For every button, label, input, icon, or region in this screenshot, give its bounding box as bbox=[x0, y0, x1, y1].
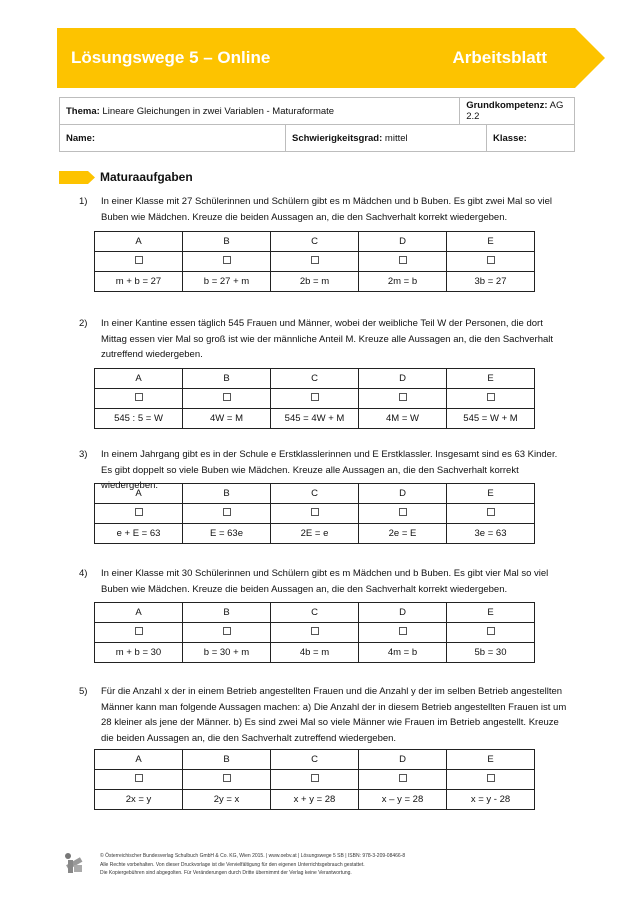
checkbox-icon[interactable] bbox=[135, 627, 143, 635]
option-statement: 545 = 4W + M bbox=[271, 409, 359, 429]
kompetenz-label: Grundkompetenz: bbox=[466, 100, 548, 111]
footer-text bbox=[100, 852, 540, 878]
option-statement: 545 = W + M bbox=[447, 409, 535, 429]
checkbox-cell[interactable] bbox=[271, 504, 359, 524]
option-letter: B bbox=[183, 369, 271, 389]
option-statement: 2e = E bbox=[359, 524, 447, 544]
checkbox-icon[interactable] bbox=[487, 774, 495, 782]
publisher-logo-icon bbox=[62, 852, 86, 874]
kompetenz-value: AG 2.2 bbox=[466, 100, 564, 122]
checkbox-icon[interactable] bbox=[399, 393, 407, 401]
checkbox-icon[interactable] bbox=[487, 508, 495, 516]
option-letter: B bbox=[183, 484, 271, 504]
option-letter: D bbox=[359, 750, 447, 770]
task-text: In einer Klasse mit 27 Schülerinnen und Schülern gibt es m Mädchen und b Buben. Es gibt zwei Mal so viel Buben wie Mädchen. Kreuze die beiden Aussagen an, die den Sachverhalt korrekt wiedergeben. bbox=[101, 196, 552, 223]
checkbox-cell[interactable] bbox=[95, 389, 183, 409]
checkbox-cell[interactable] bbox=[95, 623, 183, 643]
checkbox-cell[interactable] bbox=[359, 252, 447, 272]
checkbox-cell[interactable] bbox=[271, 770, 359, 790]
checkbox-icon[interactable] bbox=[399, 508, 407, 516]
option-letter: E bbox=[447, 369, 535, 389]
task-text: Für die Anzahl x der in einem Betrieb angestellten Frauen und die Anzahl y der im selben Betrieb angestellten Männer kann man folgende Aussagen machen: a) Die Anzahl der in diesem Betrieb angestellten Frauen ist um 28 kleiner als jene der Männer. b) Es sind zwei Mal so viele Männer wie Frauen im Betrieb angestellt. Kreuze die beiden Aussagen an, die den Sachverhalt zutreffend wiedergeben. bbox=[101, 686, 567, 744]
answer-table-3 bbox=[94, 483, 535, 544]
option-letter: B bbox=[183, 750, 271, 770]
option-letter: C bbox=[271, 484, 359, 504]
thema-value: Lineare Gleichungen in zwei Variablen - Maturaformate bbox=[99, 105, 335, 117]
section-tab-shape bbox=[59, 171, 95, 184]
checkbox-cell[interactable] bbox=[359, 389, 447, 409]
option-statement: e + E = 63 bbox=[95, 524, 183, 544]
checkbox-icon[interactable] bbox=[135, 393, 143, 401]
option-statement: x + y = 28 bbox=[271, 790, 359, 810]
checkbox-icon[interactable] bbox=[487, 393, 495, 401]
option-statement: 2b = m bbox=[271, 272, 359, 292]
option-statement: b = 30 + m bbox=[183, 643, 271, 663]
name-cell[interactable] bbox=[60, 125, 286, 152]
checkbox-cell[interactable] bbox=[183, 252, 271, 272]
option-statement: m + b = 27 bbox=[95, 272, 183, 292]
option-statement: x = y - 28 bbox=[447, 790, 535, 810]
checkbox-icon[interactable] bbox=[135, 256, 143, 264]
task-1 bbox=[79, 194, 569, 225]
checkbox-cell[interactable] bbox=[95, 252, 183, 272]
option-letter: B bbox=[183, 603, 271, 623]
footer-line-3: Die Kopiergebühren sind abgegolten. Für Veränderungen durch Dritte übernimmt der Verlag keine Verantwortung. bbox=[100, 870, 352, 876]
checkbox-cell[interactable] bbox=[183, 770, 271, 790]
checkbox-icon[interactable] bbox=[487, 256, 495, 264]
checkbox-icon[interactable] bbox=[311, 508, 319, 516]
thema-label: Thema: bbox=[66, 105, 100, 117]
name-label: Name: bbox=[66, 132, 96, 144]
option-letter: C bbox=[271, 369, 359, 389]
checkbox-cell[interactable] bbox=[447, 252, 535, 272]
checkbox-icon[interactable] bbox=[487, 627, 495, 635]
checkbox-cell[interactable] bbox=[271, 252, 359, 272]
checkbox-icon[interactable] bbox=[311, 774, 319, 782]
option-letter: A bbox=[95, 750, 183, 770]
task-number: 3) bbox=[79, 449, 88, 460]
option-statement: 4b = m bbox=[271, 643, 359, 663]
kompetenz-cell bbox=[460, 98, 575, 125]
checkbox-cell[interactable] bbox=[447, 623, 535, 643]
checkbox-icon[interactable] bbox=[223, 393, 231, 401]
header-banner bbox=[57, 28, 597, 88]
checkbox-icon[interactable] bbox=[311, 256, 319, 264]
footer-line-2: Alle Rechte vorbehalten. Von dieser Druckvorlage ist die Vervielfältigung für den eigenen Unterrichtsgebrauch gestattet. bbox=[100, 861, 365, 868]
checkbox-icon[interactable] bbox=[223, 627, 231, 635]
answer-table-1 bbox=[94, 231, 535, 292]
answer-table-2 bbox=[94, 368, 535, 429]
option-letter: E bbox=[447, 484, 535, 504]
option-statement: 4m = b bbox=[359, 643, 447, 663]
checkbox-cell[interactable] bbox=[183, 389, 271, 409]
option-statement: 2x = y bbox=[95, 790, 183, 810]
option-statement: 2y = x bbox=[183, 790, 271, 810]
checkbox-icon[interactable] bbox=[311, 627, 319, 635]
checkbox-icon[interactable] bbox=[223, 256, 231, 264]
option-letter: D bbox=[359, 484, 447, 504]
option-statement: m + b = 30 bbox=[95, 643, 183, 663]
option-statement: 2E = e bbox=[271, 524, 359, 544]
checkbox-icon[interactable] bbox=[399, 256, 407, 264]
info-table bbox=[59, 97, 575, 152]
checkbox-cell[interactable] bbox=[95, 770, 183, 790]
option-letter: E bbox=[447, 603, 535, 623]
publisher-logo bbox=[62, 852, 86, 879]
task-number: 5) bbox=[79, 686, 88, 697]
checkbox-icon[interactable] bbox=[135, 508, 143, 516]
option-statement: E = 63e bbox=[183, 524, 271, 544]
footer-line-1: © Österreichischer Bundesverlag Schulbuch GmbH & Co. KG, Wien 2015. | www.oebv.at | Lösungswege 5 SB | ISBN: 978-3-209-08466-8 bbox=[100, 853, 406, 859]
option-letter: D bbox=[359, 232, 447, 252]
option-letter: B bbox=[183, 232, 271, 252]
klasse-label: Klasse: bbox=[493, 132, 527, 144]
checkbox-icon[interactable] bbox=[311, 393, 319, 401]
schwierigkeit-cell bbox=[286, 125, 487, 152]
checkbox-cell[interactable] bbox=[359, 770, 447, 790]
checkbox-icon[interactable] bbox=[399, 774, 407, 782]
task-5 bbox=[79, 684, 569, 746]
option-statement: 4M = W bbox=[359, 409, 447, 429]
header-title: Lösungswege 5 – Online bbox=[71, 48, 271, 67]
option-letter: C bbox=[271, 603, 359, 623]
task-text: In einem Jahrgang gibt es in der Schule e Erstklasslerinnen und E Erstklassler. Insgesamt sind es 63 Kinder. Es gibt doppelt so viele Buben wie Mädchen. Kreuze alle Aussagen an, die den Sachverhalt korrekt wiedergeben. bbox=[101, 449, 558, 491]
task-text: In einer Kantine essen täglich 545 Frauen und Männer, wobei der weibliche Teil W der Personen, die dort Mittag essen vier Mal so groß ist wie der männliche Anteil M. Kreuze alle Aussagen an, die den Sachverhalt zutreffend wiedergeben. bbox=[101, 318, 554, 360]
checkbox-icon[interactable] bbox=[223, 774, 231, 782]
option-statement: 5b = 30 bbox=[447, 643, 535, 663]
option-statement: 2m = b bbox=[359, 272, 447, 292]
checkbox-cell[interactable] bbox=[359, 623, 447, 643]
checkbox-cell[interactable] bbox=[447, 389, 535, 409]
task-2 bbox=[79, 316, 569, 363]
option-letter: E bbox=[447, 750, 535, 770]
task-number: 1) bbox=[79, 196, 88, 207]
checkbox-cell[interactable] bbox=[359, 504, 447, 524]
header-type: Arbeitsblatt bbox=[452, 48, 547, 67]
option-letter: A bbox=[95, 484, 183, 504]
checkbox-cell[interactable] bbox=[271, 623, 359, 643]
section-title: Maturaaufgaben bbox=[100, 170, 193, 184]
checkbox-icon[interactable] bbox=[223, 508, 231, 516]
checkbox-icon[interactable] bbox=[399, 627, 407, 635]
option-statement: b = 27 + m bbox=[183, 272, 271, 292]
option-statement: 3e = 63 bbox=[447, 524, 535, 544]
option-statement: 545 : 5 = W bbox=[95, 409, 183, 429]
option-letter: E bbox=[447, 232, 535, 252]
option-letter: C bbox=[271, 232, 359, 252]
checkbox-icon[interactable] bbox=[135, 774, 143, 782]
option-letter: D bbox=[359, 603, 447, 623]
schwierigkeit-label: Schwierigkeitsgrad: bbox=[292, 132, 383, 144]
task-text: In einer Klasse mit 30 Schülerinnen und Schülern gibt es m Mädchen und b Buben. Es gibt vier Mal so viel Buben wie Mädchen. Kreuze die beiden Aussagen an, die den Sachverhalt korrekt wiedergeben. bbox=[101, 568, 549, 595]
schwierigkeit-value: mittel bbox=[382, 132, 408, 144]
task-number: 2) bbox=[79, 318, 88, 329]
option-letter: A bbox=[95, 369, 183, 389]
option-statement: 3b = 27 bbox=[447, 272, 535, 292]
checkbox-cell[interactable] bbox=[447, 770, 535, 790]
option-letter: A bbox=[95, 232, 183, 252]
checkbox-cell[interactable] bbox=[183, 504, 271, 524]
option-letter: A bbox=[95, 603, 183, 623]
checkbox-cell[interactable] bbox=[447, 504, 535, 524]
task-number: 4) bbox=[79, 568, 88, 579]
answer-table-5 bbox=[94, 749, 535, 810]
checkbox-cell[interactable] bbox=[271, 389, 359, 409]
option-statement: x – y = 28 bbox=[359, 790, 447, 810]
answer-table-4 bbox=[94, 602, 535, 663]
task-4 bbox=[79, 566, 569, 597]
option-statement: 4W = M bbox=[183, 409, 271, 429]
option-letter: C bbox=[271, 750, 359, 770]
option-letter: D bbox=[359, 369, 447, 389]
thema-cell bbox=[60, 98, 460, 125]
klasse-cell[interactable] bbox=[487, 125, 575, 152]
checkbox-cell[interactable] bbox=[95, 504, 183, 524]
checkbox-cell[interactable] bbox=[183, 623, 271, 643]
